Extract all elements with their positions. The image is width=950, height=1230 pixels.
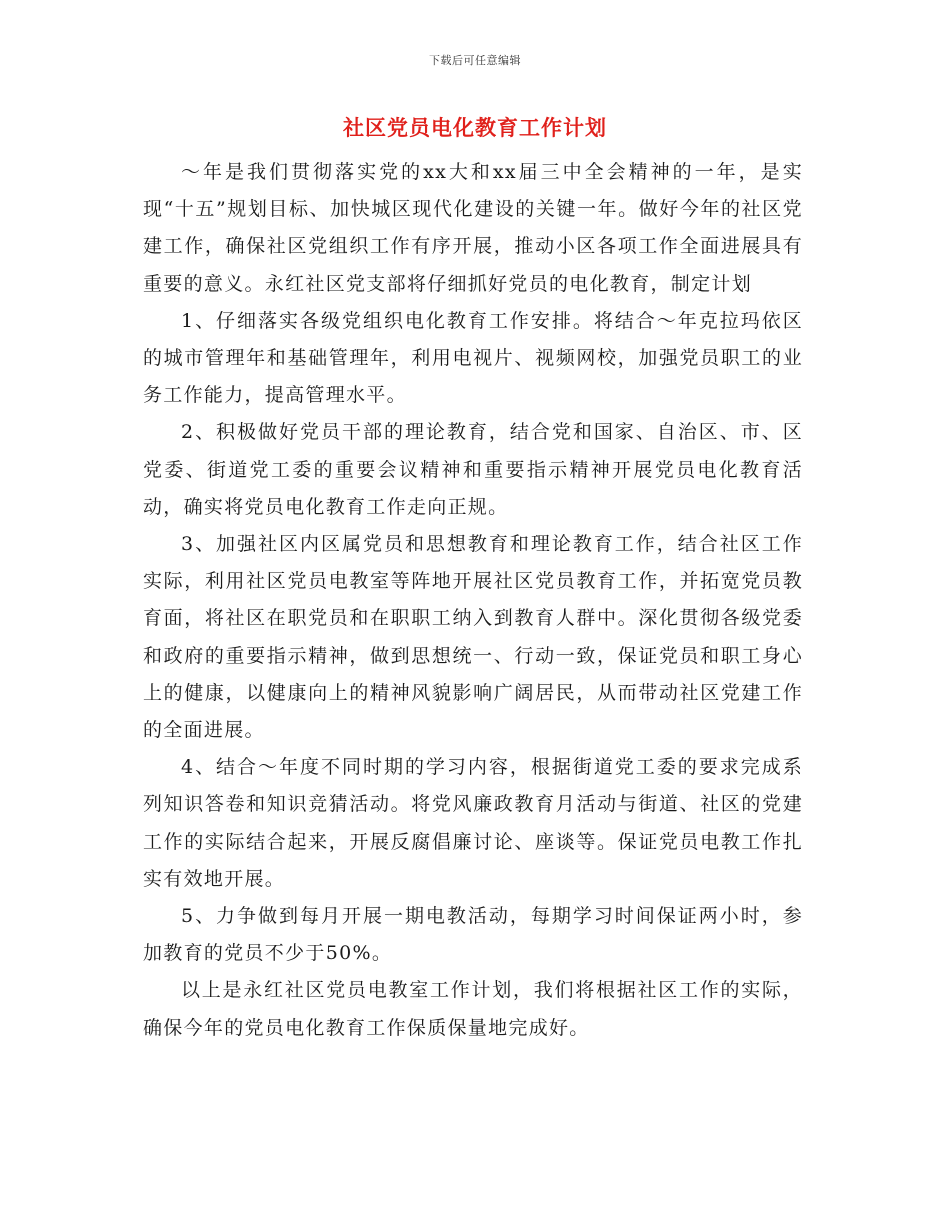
intro-paragraph: ～年是我们贯彻落实党的xx大和xx届三中全会精神的一年，是实现“十五”规划目标、加快城区现代化建设的关键一年。做好今年的社区党建工作，确保社区党组织工作有序开展，推动小区各项工作全面进展具有重要的意义。永红社区党支部将仔细抓好党员的电化教育，制定计划	[143, 161, 803, 295]
closing-paragraph: 以上是永红社区党员电教室工作计划，我们将根据社区工作的实际，确保今年的党员电化教育工作保质保量地完成好。	[143, 979, 803, 1039]
document-body	[143, 154, 803, 1047]
item-paragraph-5: 5、力争做到每月开展一期电教活动，每期学习时间保证两小时，参加教育的党员不少于50%。	[143, 905, 803, 965]
item-paragraph-4: 4、结合～年度不同时期的学习内容，根据街道党工委的要求完成系列知识答卷和知识竞猜活动。将党风廉政教育月活动与街道、社区的党建工作的实际结合起来，开展反腐倡廉讨论、座谈等。保证党员电教工作扎实有效地开展。	[143, 756, 803, 890]
document-title: 社区党员电化教育工作计划	[343, 115, 607, 140]
item-paragraph-2: 2、积极做好党员干部的理论教育，结合党和国家、自治区、市、区党委、街道党工委的重要会议精神和重要指示精神开展党员电化教育活动，确实将党员电化教育工作走向正规。	[143, 421, 803, 518]
item-paragraph-1: 1、仔细落实各级党组织电化教育工作安排。将结合～年克拉玛依区的城市管理年和基础管理年，利用电视片、视频网校，加强党员职工的业务工作能力，提高管理水平。	[143, 309, 803, 407]
header-note: 下载后可任意编辑	[429, 54, 521, 67]
item-paragraph-3: 3、加强社区内区属党员和思想教育和理论教育工作，结合社区工作实际，利用社区党员电教室等阵地开展社区党员教育工作，并拓宽党员教育面，将社区在职党员和在职职工纳入到教育人群中。深化贯彻各级党委和政府的重要指示精神，做到思想统一、行动一致，保证党员和职工身心上的健康，以健康向上的精神风貌影响广阔居民，从而带动社区党建工作的全面进展。	[143, 533, 803, 742]
